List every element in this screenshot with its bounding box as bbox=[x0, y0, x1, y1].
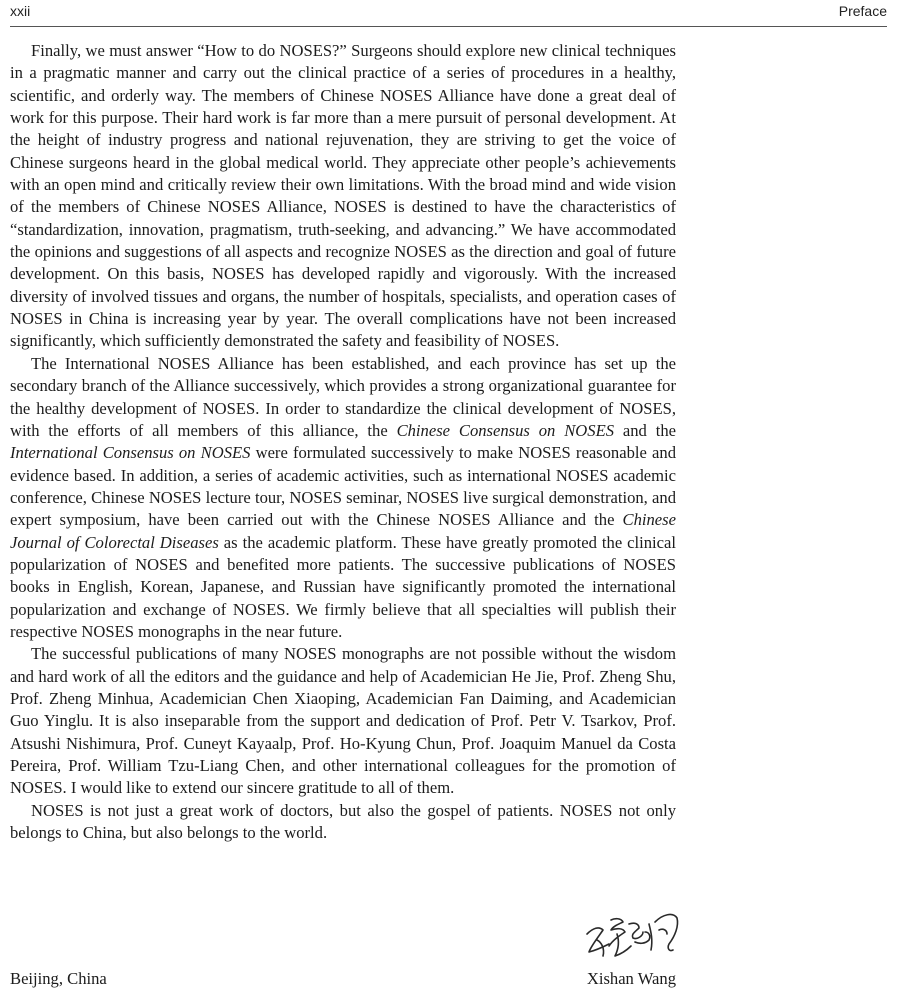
paragraph-text: The successful publications of many NOSES monographs are not possible without the wisdom and hard work of all the editors and the guidance and help of Academician He Jie, Prof. Zheng Shu, Prof. Zheng Minhua, Academician Chen Xiaoping, Academician Fan Daiming, and Academician Guo Yinglu. It is also inseparable from the support and dedication of Prof. Petr V. Tsarkov, Prof. Atsushi Nishimura, Prof. Cuneyt Kayaalp, Prof. Ho-Kyung Chun, Prof. Joaquim Manuel da Costa Pereira, Prof. William Tzu-Liang Chen, and other international colleagues for the promotion of NOSES. I would like to extend our sincere gratitude to all of them. bbox=[10, 644, 676, 798]
paragraph-closing bbox=[10, 800, 676, 845]
paragraph-text: The International NOSES Alliance has been established, and each province has set up the secondary branch of the Alliance successively, which provides a strong organizational guarantee for the healthy development of NOSES. In order to standardize the clinical development of NOSES, with the efforts of all members of this alliance, the bbox=[10, 353, 676, 440]
header-rule bbox=[10, 26, 887, 27]
handwritten-signature bbox=[583, 906, 683, 968]
preface-body bbox=[10, 40, 676, 844]
title-international-consensus: International Consensus on NOSES bbox=[10, 443, 251, 463]
section-title: Preface bbox=[838, 3, 887, 19]
paragraph-text: were formulated successively to make NOSES reasonable and evidence based. In addition, a series of academic activities, such as international NOSES academic conference, Chinese NOSES lecture tour, NOSES seminar, NOSES live surgical demonstration, and expert symposium, have been carried out with the Chinese NOSES Alliance and the bbox=[10, 443, 676, 530]
running-header bbox=[10, 3, 887, 25]
paragraph-text: Finally, we must answer “How to do NOSES?” Surgeons should explore new clinical techniques in a pragmatic manner and carry out the clinical practice of a series of procedures in a healthy, scientific, and orderly way. The members of Chinese NOSES Alliance have done a great deal of work for this purpose. Their hard work is far more than a mere pursuit of personal development. At the height of industry progress and national rejuvenation, they are striving to get the voice of Chinese surgeons heard in the global medical world. They appreciate other people’s achievements with an open mind and critically review their own limitations. With the broad mind and wide vision of the members of Chinese NOSES Alliance, NOSES is destined to have the characteristics of “standardization, innovation, pragmatism, truth-seeking, and advancing.” We have accommodated the opinions and suggestions of all aspects and recognize NOSES as the direction and goal of future development. On this basis, NOSES has developed rapidly and vigorously. With the increased diversity of involved tissues and organs, the number of hospitals, specialists, and operation cases of NOSES in China is increasing year by year. The overall complications have not been increased significantly, which sufficiently demonstrated the safety and feasibility of NOSES. bbox=[10, 41, 676, 351]
signoff-place: Beijing, China bbox=[10, 969, 107, 988]
paragraph-how-to-do-noses bbox=[10, 40, 676, 353]
signoff-author: Xishan Wang bbox=[586, 969, 676, 988]
title-chinese-consensus: Chinese Consensus on NOSES bbox=[396, 420, 615, 440]
paragraph-text: and the bbox=[614, 420, 676, 440]
page-number: xxii bbox=[10, 3, 31, 19]
paragraph-international-alliance bbox=[10, 353, 676, 643]
title-chinese-journal: Chinese Journal of Colorectal Diseases bbox=[10, 510, 676, 552]
paragraph-text: as the academic platform. These have greatly promoted the clinical popularization of NOSES and benefited more patients. The successive publications of NOSES books in English, Korean, Japanese, and Russian have significantly promoted the international popularization and exchange of NOSES. We firmly believe that all specialties will publish their respective NOSES monographs in the near future. bbox=[10, 532, 676, 641]
paragraph-text: NOSES is not just a great work of doctors, but also the gospel of patients. NOSES not only belongs to China, but also belongs to the world. bbox=[10, 800, 676, 843]
paragraph-acknowledgements bbox=[10, 643, 676, 799]
